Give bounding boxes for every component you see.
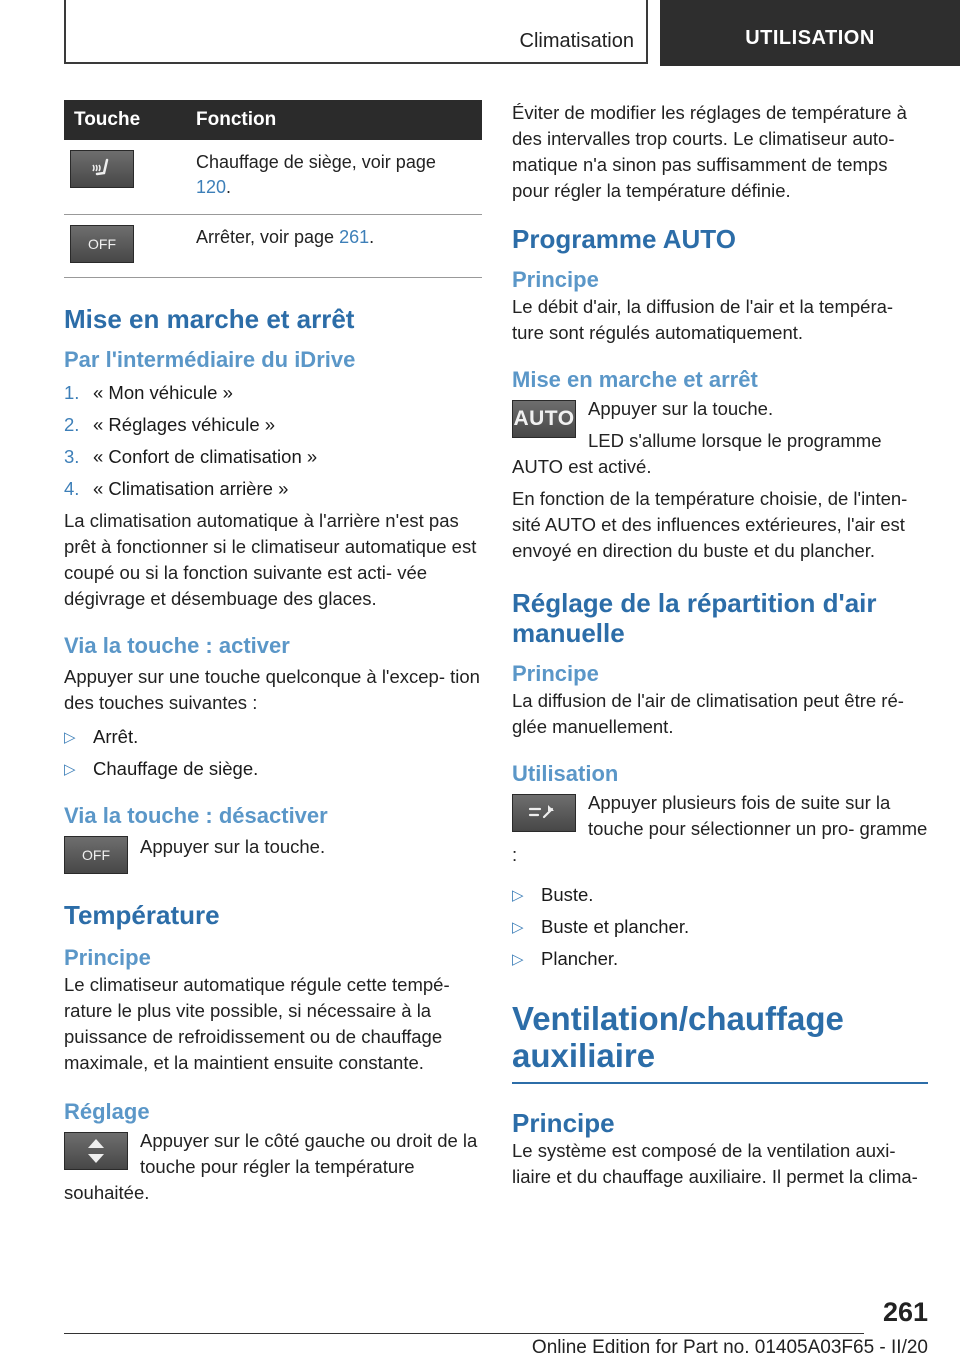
paragraph: Appuyer sur une touche quelconque à l'excep- tion des touches suivantes : xyxy=(64,666,480,713)
paragraph: Appuyer sur la touche. xyxy=(588,398,774,419)
list-item: 2. « Réglages véhicule » xyxy=(64,414,276,435)
idrive-steps xyxy=(64,380,482,502)
temperature-rocker-icon xyxy=(64,1132,128,1170)
heading-idrive: Par l'intermédiaire du iDrive xyxy=(64,347,356,372)
right-column xyxy=(512,100,928,1190)
heading-repartition: Réglage de la répartition d'air manuelle xyxy=(512,588,877,648)
list-item: ▷ Plancher. xyxy=(512,948,619,969)
table-header-key: Touche xyxy=(64,100,188,140)
list-item: ▷ Buste et plancher. xyxy=(512,916,690,937)
table-row: OFF Arrêter, voir page 261. xyxy=(64,215,482,278)
paragraph: La climatisation automatique à l'arrière n'est pas prêt à fonctionner si le climatiseur automatique est coupé ou si la fonction suivante est acti- vée dégivrage et désembuage des glaces. xyxy=(64,510,477,609)
heading-marche-arret: Mise en marche et arrêt xyxy=(512,367,758,392)
page-number: 261 xyxy=(882,1297,928,1327)
chapter-tab: UTILISATION xyxy=(660,0,960,66)
footer-rule xyxy=(64,1333,864,1334)
key-function-table xyxy=(64,100,482,278)
heading-marche-arret: Mise en marche et arrêt xyxy=(64,304,355,334)
heading-activer: Via la touche : activer xyxy=(64,633,290,658)
paragraph: En fonction de la température choisie, de l'inten- sité AUTO et des influences extérieures, l'air est envoyé en direction du buste et du plancher. xyxy=(512,488,908,561)
paragraph: Appuyer plusieurs fois de suite sur la touche pour sélectionner un pro- gramme : xyxy=(512,792,928,865)
paragraph: Éviter de modifier les réglages de température à des intervalles trop courts. Le climatiseur auto- matique n'a sinon pas suffisamment de temps pour régler la température définie. xyxy=(512,102,907,201)
paragraph: LED s'allume lorsque le programme AUTO est activé. xyxy=(512,430,882,477)
paragraph: Appuyer sur la touche. xyxy=(140,836,326,857)
off-key-icon: OFF xyxy=(70,225,134,263)
heading-desactiver: Via la touche : désactiver xyxy=(64,803,328,828)
list-item: ▷ Buste. xyxy=(512,884,594,905)
list-item: 4. « Climatisation arrière » xyxy=(64,478,289,499)
table-header-function: Fonction xyxy=(188,100,482,140)
table-row: Chauffage de siège, voir page 120. xyxy=(64,140,482,215)
heading-temperature: Température xyxy=(64,900,220,930)
page-link[interactable]: 261 xyxy=(339,227,370,247)
off-key-icon: OFF xyxy=(64,836,128,874)
paragraph: Appuyer sur le côté gauche ou droit de la touche pour régler la température souhaitée. xyxy=(64,1130,478,1203)
heading-principe: Principe xyxy=(512,267,599,292)
seat-heating-icon xyxy=(70,150,134,188)
programme-list xyxy=(512,882,928,972)
list-item: ▷ Chauffage de siège. xyxy=(64,758,259,779)
list-item: 1. « Mon véhicule » xyxy=(64,382,233,403)
paragraph: Le système est composé de la ventilation auxi- liaire et du chauffage auxiliaire. Il permet la clima- xyxy=(512,1140,918,1187)
heading-utilisation: Utilisation xyxy=(512,761,619,786)
heading-ventilation: Ventilation/chauffage auxiliaire xyxy=(512,1000,844,1074)
page-header xyxy=(0,0,960,66)
auto-key-icon: AUTO xyxy=(512,400,576,438)
heading-principe: Principe xyxy=(64,945,151,970)
heading-reglage: Réglage xyxy=(64,1099,150,1124)
paragraph: Le climatiseur automatique régule cette tempé- rature le plus vite possible, si nécessaire à la puissance de refroidissement ou de chauffage maximale, et la maintient ensuite constante. xyxy=(64,974,450,1073)
heading-principe: Principe xyxy=(512,661,599,686)
paragraph: Le débit d'air, la diffusion de l'air et la tempéra- ture sont régulés automatiquement. xyxy=(512,296,894,343)
air-distribution-icon xyxy=(512,794,576,832)
heading-programme-auto: Programme AUTO xyxy=(512,224,736,254)
paragraph: La diffusion de l'air de climatisation peut être ré- glée manuellement. xyxy=(512,690,904,737)
page-link[interactable]: 120 xyxy=(196,177,227,197)
left-column xyxy=(64,100,482,1206)
heading-principe: Principe xyxy=(512,1108,615,1138)
section-title: Climatisation xyxy=(519,30,634,52)
list-item: 3. « Confort de climatisation » xyxy=(64,446,318,467)
exceptions-list xyxy=(64,724,482,782)
list-item: ▷ Arrêt. xyxy=(64,726,139,747)
edition-note: Online Edition for Part no. 01405A03F65 - II/20 xyxy=(531,1337,928,1358)
